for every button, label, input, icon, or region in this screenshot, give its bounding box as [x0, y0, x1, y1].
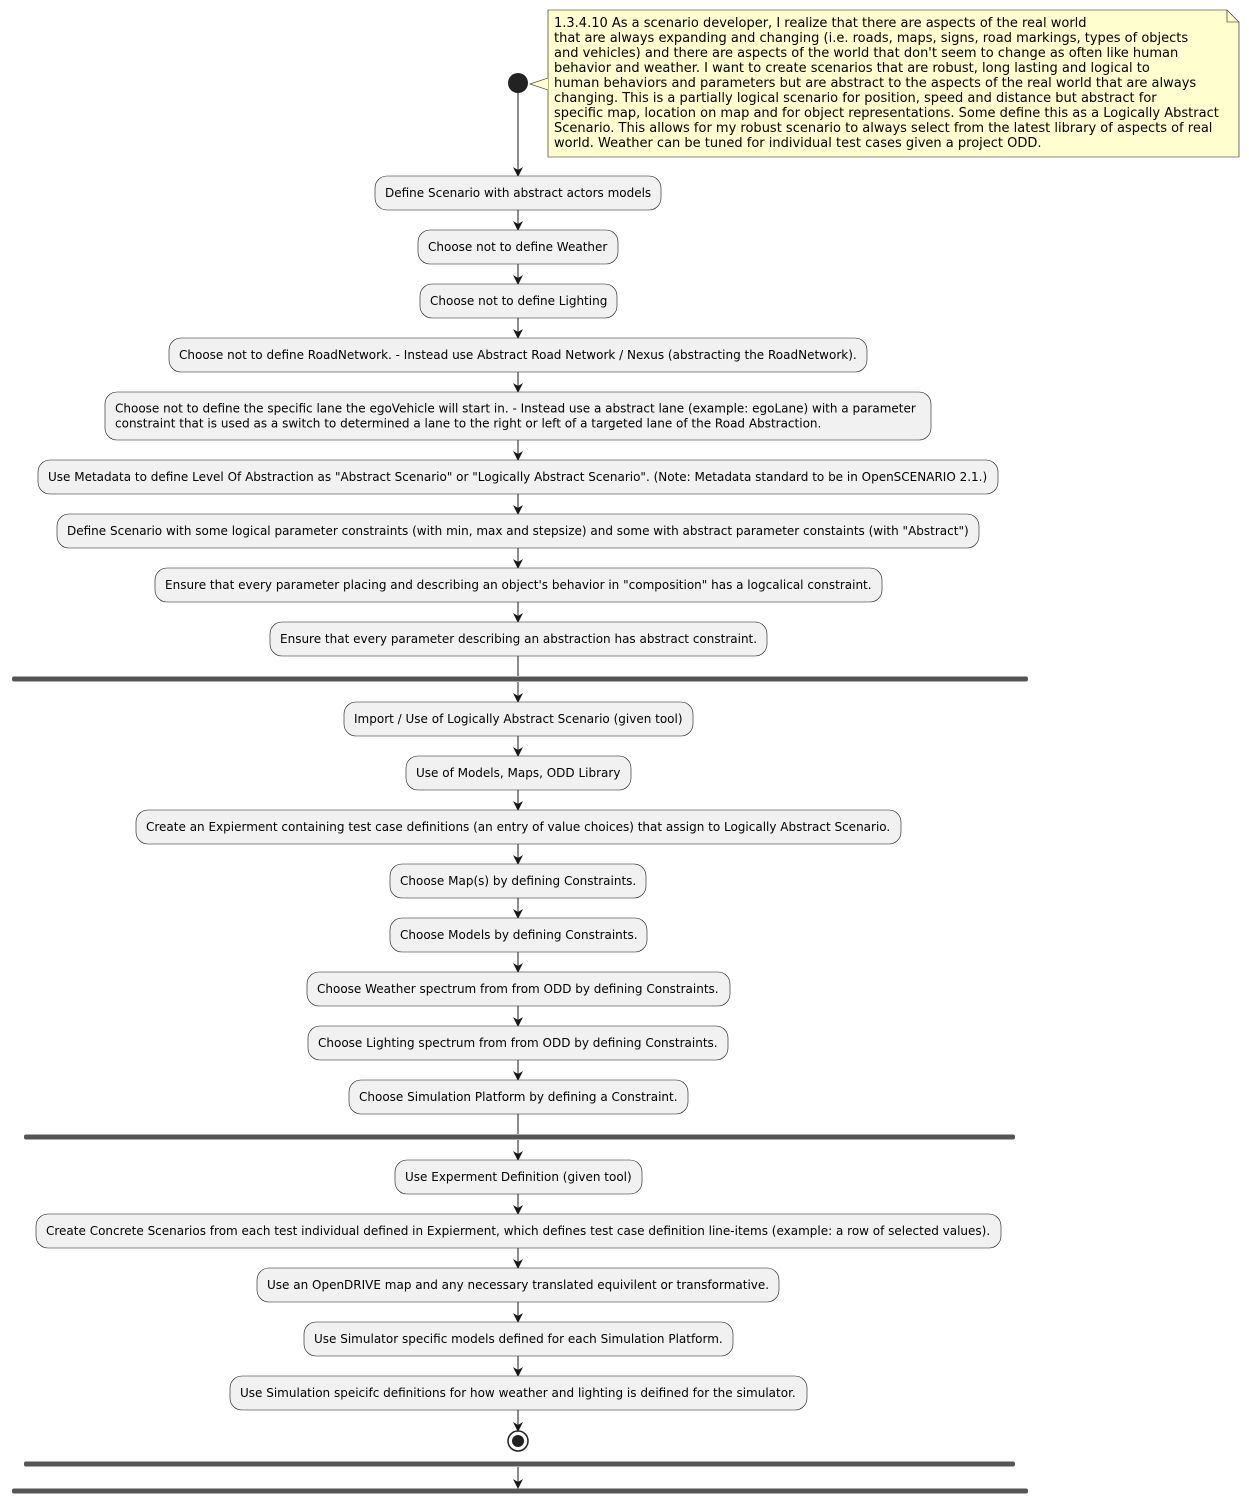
- activity-label: Use of Models, Maps, ODD Library: [416, 766, 621, 780]
- activity-label: constraint that is used as a switch to determined a lane to the right or left of a targeted lane of the Road Abstraction.: [115, 416, 822, 431]
- activity-node: [230, 1376, 807, 1410]
- activity-label: Use Simulator specific models defined for each Simulation Platform.: [314, 1332, 723, 1346]
- activity-node: [38, 460, 998, 494]
- activity-label: Import / Use of Logically Abstract Scenario (given tool): [354, 712, 683, 726]
- activity-label: Choose Map(s) by defining Constraints.: [400, 874, 637, 888]
- note-line: world. Weather can be tuned for individual test cases given a project ODD.: [554, 136, 1042, 151]
- activity-label: Choose not to define Weather: [428, 240, 608, 254]
- activity-node: [349, 1080, 688, 1114]
- sync-bar: [12, 1489, 1028, 1494]
- activity-label: Choose not to define RoadNetwork. - Instead use Abstract Road Network / Nexus (abstracting the RoadNetwork).: [179, 348, 857, 362]
- note-line: specific map, location on map and for object representations. Some define this as a Logically Abstract: [554, 106, 1219, 121]
- activity-node: [169, 338, 867, 372]
- activity-node: [406, 756, 631, 790]
- activity-node: [257, 1268, 779, 1302]
- note-line: and vehicles) and there are aspects of the world that don't seem to change as often like human: [554, 46, 1179, 61]
- activity-node: [390, 864, 646, 898]
- note-line: behavior and weather. I want to create scenarios that are robust, long lasting and logical to: [554, 61, 1150, 76]
- activity-label: Use Simulation speicifc definitions for how weather and lighting is deifined for the simulator.: [240, 1386, 796, 1400]
- activity-node: [344, 702, 693, 736]
- activity-node: [36, 1214, 1001, 1248]
- activity-label: Define Scenario with abstract actors models: [385, 186, 652, 200]
- note-line: changing. This is a partially logical scenario for position, speed and distance but abstract for: [554, 91, 1157, 106]
- note: [530, 10, 1239, 157]
- activity-label: Choose Models by defining Constraints.: [400, 928, 638, 942]
- note-line: 1.3.4.10 As a scenario developer, I realize that there are aspects of the real world: [554, 16, 1087, 31]
- activity-node: [105, 392, 931, 440]
- activity-label: Choose Simulation Platform by defining a Constraint.: [359, 1090, 678, 1104]
- end-node: [508, 1431, 528, 1451]
- activity-label: Choose not to define Lighting: [430, 294, 608, 308]
- activity-node: [308, 1026, 728, 1060]
- activity-label: Choose Weather spectrum from from ODD by defining Constraints.: [317, 982, 719, 996]
- activity-node: [136, 810, 901, 844]
- activity-label: Choose Lighting spectrum from from ODD by defining Constraints.: [318, 1036, 718, 1050]
- activity-label: Choose not to define the specific lane the egoVehicle will start in. - Instead use a abstract lane (example: egoLane) with a parameter: [115, 401, 916, 416]
- note-connector: [530, 78, 548, 90]
- note-line: that are always expanding and changing (i.e. roads, maps, signs, road markings, types of objects: [554, 31, 1189, 46]
- activity-node: [420, 284, 617, 318]
- activity-label: Create Concrete Scenarios from each test individual defined in Expierment, which defines test case definition line-items (example: a row of selected values).: [46, 1224, 991, 1238]
- activity-node: [418, 230, 618, 264]
- activity-node: [57, 514, 979, 548]
- activity-node: [390, 918, 647, 952]
- activity-label: Define Scenario with some logical parameter constraints (with min, max and stepsize) and some with abstract parameter constaints (with "Abstract"): [67, 524, 969, 538]
- activity-label: Ensure that every parameter describing an abstraction has abstract constraint.: [280, 632, 758, 646]
- activity-label: Create an Expierment containing test case definitions (an entry of value choices) that assign to Logically Abstract Scenario.: [146, 820, 891, 834]
- activity-node: [155, 568, 882, 602]
- sync-bar: [12, 677, 1028, 682]
- note-text: [554, 16, 1219, 151]
- activity-label: Use Metadata to define Level Of Abstraction as "Abstract Scenario" or "Logically Abstract Scenario". (Note: Metadata standard to be in OpenSCENARIO 2.1.): [48, 470, 988, 484]
- activity-label: Use Experment Definition (given tool): [405, 1170, 632, 1184]
- note-line: Scenario. This allows for my robust scenario to always select from the latest library of aspects of real: [554, 121, 1213, 136]
- note-line: human behaviors and parameters but are abstract to the aspects of the real world that are always: [554, 76, 1197, 91]
- activity-node: [304, 1322, 733, 1356]
- start-node: [508, 73, 528, 93]
- activity-node: [307, 972, 730, 1006]
- activity-node: [375, 176, 661, 210]
- sync-bar: [24, 1462, 1015, 1467]
- activity-node: [270, 622, 767, 656]
- sync-bar: [24, 1135, 1015, 1140]
- activity-label: Use an OpenDRIVE map and any necessary translated equivilent or transformative.: [267, 1278, 770, 1292]
- activity-node: [395, 1160, 642, 1194]
- activity-label: Ensure that every parameter placing and describing an object's behavior in "composition" has a logcalical constraint.: [165, 578, 872, 592]
